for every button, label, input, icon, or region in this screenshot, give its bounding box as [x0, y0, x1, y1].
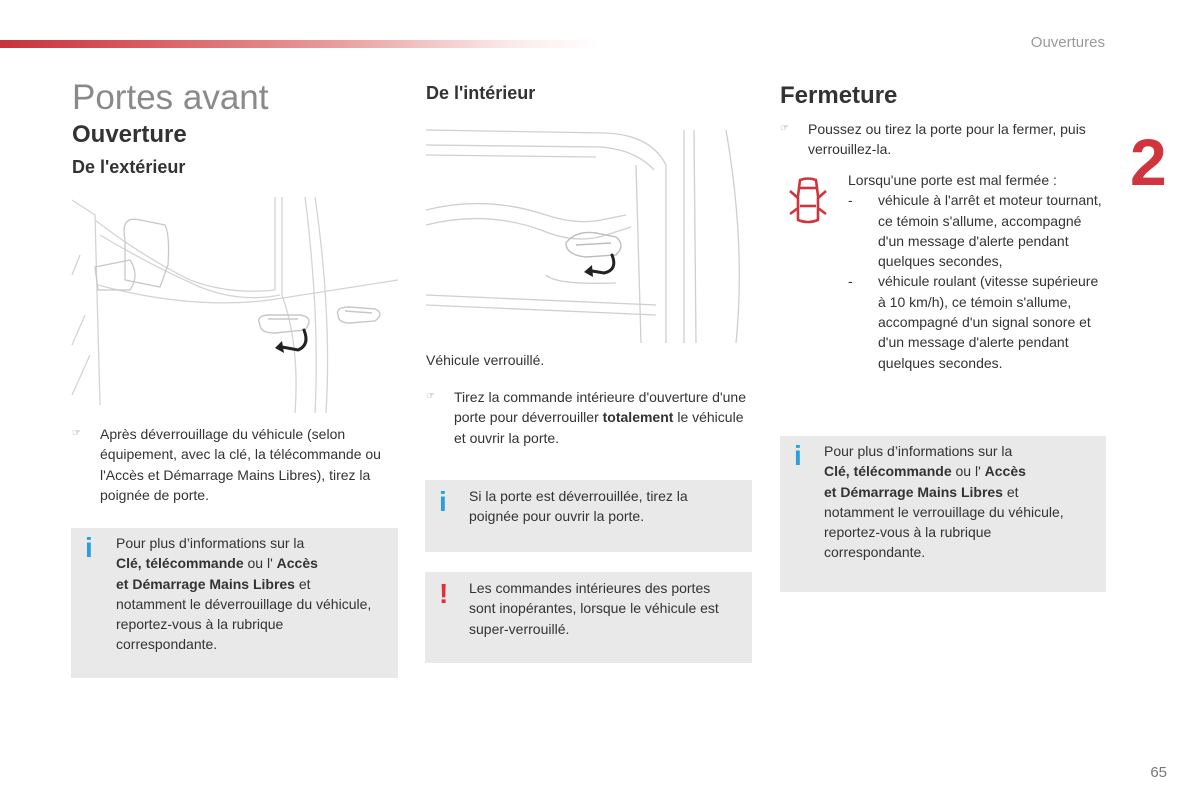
- list-dash: -: [848, 192, 853, 209]
- interior-instruction: [426, 387, 748, 448]
- list-dash: -: [848, 273, 853, 290]
- list-item: [848, 190, 1108, 271]
- closing-instruction-text: Poussez ou tirez la porte pour la fermer, puis verrouillez-la.: [808, 121, 1086, 158]
- bullet-icon: ☞: [426, 391, 435, 402]
- info-box-text: Pour plus d’informations sur la Clé, télécommande ou l' Accès et Démarrage Mains Libres et notamment le verrouillage du véhicule, reportez-vous à la rubrique correspondante.: [824, 443, 1064, 561]
- case-driving: véhicule roulant (vitesse supérieure à 10 km/h), ce témoin s'allume, accompagné d'un signal sonore et d'un message d'alerte pendant quelques secondes.: [878, 273, 1099, 371]
- info-icon: i: [85, 532, 93, 563]
- bullet-icon: ☞: [72, 428, 81, 439]
- info-box-text: Pour plus d’informations sur la Clé, télécommande ou l' Accès et Démarrage Mains Libres et notamment le déverrouillage du véhicule, reportez-vous à la rubrique correspondante.: [116, 535, 372, 653]
- closing-instruction: [780, 119, 1100, 160]
- interior-door-handle-illustration: [426, 125, 752, 345]
- section-heading-closing: Fermeture: [780, 82, 898, 109]
- exterior-instruction-text: Après déverrouillage du véhicule (selon équipement, avec la clé, la télécommande ou l'Accès et Démarrage Mains Libres), tirez la poignée de porte.: [100, 426, 381, 503]
- info-icon: i: [794, 440, 802, 471]
- list-item: [848, 271, 1108, 372]
- info-icon: i: [439, 486, 447, 517]
- case-stationary: véhicule à l'arrêt et moteur tournant, ce témoin s'allume, accompagné d'un message d'alerte pendant quelques secondes,: [878, 192, 1102, 270]
- info-box-interior: [425, 480, 752, 552]
- caption-vehicle-locked: Véhicule verrouillé.: [426, 352, 545, 368]
- page-title: Portes avant: [72, 78, 269, 117]
- subheading-exterior: De l'extérieur: [72, 157, 186, 177]
- info-box-closing: [780, 436, 1106, 592]
- info-box-text: Si la porte est déverrouillée, tirez la poignée pour ouvrir la porte.: [469, 488, 688, 525]
- interior-instruction-text: Tirez la commande intérieure d'ouverture d'une porte pour déverrouiller totalement le véhicule et ouvrir la porte.: [454, 389, 746, 446]
- subheading-interior: De l'intérieur: [426, 83, 536, 103]
- warning-intro: Lorsqu'une porte est mal fermée :: [848, 172, 1057, 188]
- exterior-door-handle-illustration: [70, 195, 398, 415]
- warning-box-text: Les commandes intérieures des portes sont inopérantes, lorsque le véhicule est super-verrouillé.: [469, 580, 719, 637]
- exterior-instruction: [72, 424, 398, 505]
- header-accent-bar: [0, 40, 600, 48]
- page-number: 65: [1150, 764, 1167, 781]
- section-name: Ouvertures: [1030, 34, 1105, 51]
- info-box-exterior: [71, 528, 398, 678]
- bullet-icon: ☞: [780, 123, 789, 134]
- door-open-warning-icon: [786, 176, 830, 228]
- warning-icon: !: [439, 578, 449, 609]
- warning-box-super-lock: [425, 572, 752, 663]
- section-heading-opening: Ouverture: [72, 121, 187, 148]
- warning-light-description: [848, 170, 1108, 373]
- chapter-number: 2: [1130, 125, 1167, 199]
